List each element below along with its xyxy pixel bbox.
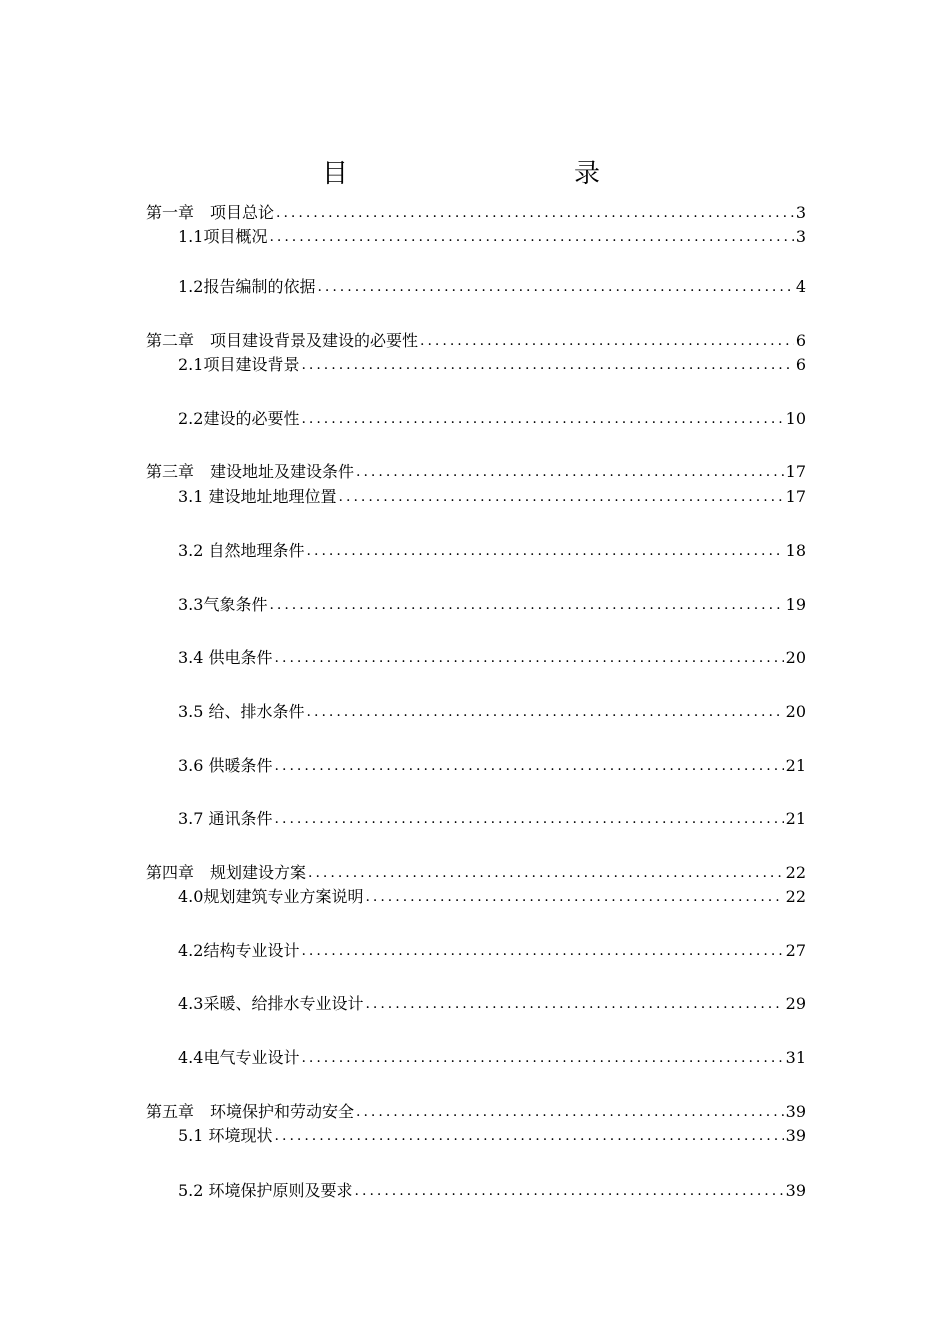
toc-entry-label: 第四章 规划建设方案 [146, 863, 307, 882]
toc-entry-label: 3.6 供暖条件 [178, 756, 273, 775]
toc-dot-leader [308, 862, 784, 884]
toc-entry-label: 第二章 项目建设背景及建设的必要性 [146, 331, 419, 350]
toc-page-number: 19 [785, 595, 806, 614]
toc-entry-label: 第一章 项目总论 [146, 203, 275, 222]
toc-entry-label: 5.1 环境现状 [178, 1126, 273, 1145]
toc-title: 目 录 [321, 159, 658, 189]
toc-page-number: 39 [785, 1181, 806, 1200]
toc-section-entry[interactable] [178, 993, 806, 1015]
toc-dot-leader [420, 330, 794, 352]
toc-entry-label: 5.2 环境保护原则及要求 [178, 1181, 353, 1200]
toc-page-number: 4 [795, 277, 806, 296]
toc-dot-leader [307, 540, 784, 562]
toc-dot-leader [275, 755, 784, 777]
toc-page-number: 6 [795, 331, 806, 350]
toc-page-number: 3 [795, 203, 806, 222]
toc-entry-label: 2.2建设的必要性 [178, 409, 300, 428]
toc-entry-label: 第三章 建设地址及建设条件 [146, 462, 355, 481]
toc-section-entry[interactable] [178, 755, 806, 777]
toc-page-number: 6 [795, 355, 806, 374]
toc-page-number: 20 [785, 648, 806, 667]
toc-section-entry[interactable] [178, 940, 806, 962]
toc-page-number: 3 [795, 227, 806, 246]
toc-entry-label: 第五章 环境保护和劳动安全 [146, 1102, 355, 1121]
toc-section-entry[interactable] [178, 354, 806, 376]
toc-entry-label: 3.2 自然地理条件 [178, 541, 305, 560]
toc-dot-leader [269, 226, 793, 248]
toc-page-number: 31 [785, 1048, 806, 1067]
toc-chapter-entry[interactable] [146, 1101, 806, 1123]
toc-dot-leader [301, 1047, 783, 1069]
toc-section-entry[interactable] [178, 408, 806, 430]
toc-entry-label: 1.2报告编制的依据 [178, 277, 316, 296]
toc-page-number: 21 [785, 809, 806, 828]
toc-dot-leader [317, 276, 793, 298]
toc-dot-leader [301, 940, 783, 962]
toc-dot-leader [301, 354, 793, 376]
toc-entry-label: 4.2结构专业设计 [178, 941, 300, 960]
toc-page-number: 20 [785, 702, 806, 721]
toc-chapter-entry[interactable] [146, 330, 806, 352]
toc-page-number: 27 [785, 941, 806, 960]
toc-section-entry[interactable] [178, 647, 806, 669]
toc-section-entry[interactable] [178, 594, 806, 616]
toc-page-number: 10 [785, 409, 806, 428]
toc-dot-leader [301, 408, 783, 430]
toc-page-number: 17 [785, 462, 806, 481]
toc-page-number: 39 [785, 1126, 806, 1145]
toc-dot-leader [339, 486, 784, 508]
toc-page-number: 17 [785, 487, 806, 506]
toc-entry-label: 3.1 建设地址地理位置 [178, 487, 337, 506]
toc-section-entry[interactable] [178, 808, 806, 830]
toc-entry-label: 3.5 给、排水条件 [178, 702, 305, 721]
toc-page-number: 22 [785, 887, 806, 906]
toc-section-entry[interactable] [178, 886, 806, 908]
toc-entry-label: 2.1项目建设背景 [178, 355, 300, 374]
toc-section-entry[interactable] [178, 1047, 806, 1069]
toc-page-number: 22 [785, 863, 806, 882]
toc-dot-leader [365, 886, 783, 908]
toc-dot-leader [275, 808, 784, 830]
toc-dot-leader [275, 647, 784, 669]
toc-page-number: 21 [785, 756, 806, 775]
toc-section-entry[interactable] [178, 1125, 806, 1147]
toc-dot-leader [356, 461, 784, 483]
toc-page-number: 18 [785, 541, 806, 560]
toc-chapter-entry[interactable] [146, 461, 806, 483]
toc-entry-label: 1.1项目概况 [178, 227, 268, 246]
toc-entry-label: 4.3采暖、给排水专业设计 [178, 994, 364, 1013]
toc-section-entry[interactable] [178, 486, 806, 508]
toc-section-entry[interactable] [178, 1180, 806, 1202]
toc-dot-leader [355, 1180, 784, 1202]
toc-entry-label: 4.0规划建筑专业方案说明 [178, 887, 364, 906]
toc-dot-leader [365, 993, 783, 1015]
toc-dot-leader [269, 594, 783, 616]
toc-dot-leader [276, 202, 794, 224]
toc-section-entry[interactable] [178, 226, 806, 248]
toc-page-number: 29 [785, 994, 806, 1013]
toc-chapter-entry[interactable] [146, 862, 806, 884]
toc-page-number: 39 [785, 1102, 806, 1121]
toc-section-entry[interactable] [178, 701, 806, 723]
toc-entry-label: 3.4 供电条件 [178, 648, 273, 667]
toc-dot-leader [307, 701, 784, 723]
toc-section-entry[interactable] [178, 540, 806, 562]
toc-entry-label: 3.3气象条件 [178, 595, 268, 614]
toc-section-entry[interactable] [178, 276, 806, 298]
toc-dot-leader [275, 1125, 784, 1147]
toc-entry-label: 4.4电气专业设计 [178, 1048, 300, 1067]
toc-entry-label: 3.7 通讯条件 [178, 809, 273, 828]
toc-dot-leader [356, 1101, 784, 1123]
toc-chapter-entry[interactable] [146, 202, 806, 224]
